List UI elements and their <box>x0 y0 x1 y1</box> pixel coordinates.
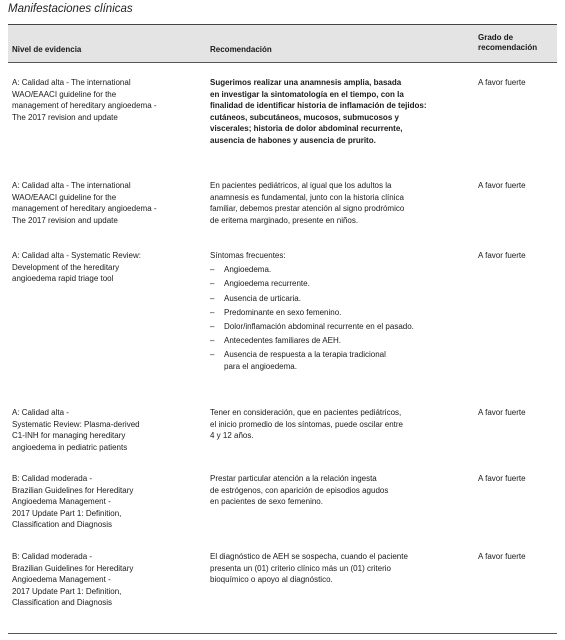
recommendation-cell <box>210 180 468 226</box>
evidence-line: management of hereditary angioedema - <box>12 204 157 214</box>
recommendation-cell <box>210 407 468 442</box>
recommendation-line: En pacientes pediátricos, al igual que los adultos la <box>210 181 392 190</box>
recommendation-line: en investigar la sintomatología en el tiempo, con la <box>210 89 404 99</box>
recommendation-line: presenta un (01) criterio clínico más un (01) criterio <box>210 563 391 573</box>
evidence-line: Angioedema Management - <box>12 575 111 585</box>
evidence-line: 2017 Update Part 1: Definition, <box>12 508 122 518</box>
recommendation-line: el inicio promedio de los síntomas, puede oscilar entre <box>210 419 403 429</box>
grade-cell: A favor fuerte <box>478 408 526 417</box>
section-title: Manifestaciones clínicas <box>8 3 133 15</box>
recommendation-line: finalidad de identificar historia de inflamación de tejidos: <box>210 101 427 111</box>
recommendation-line: de eritema marginado, presente en niños. <box>210 215 359 225</box>
table-row <box>8 250 557 407</box>
evidence-line: The 2017 revision and update <box>12 112 118 122</box>
recommendation-line: viscerales; historia de dolor abdominal recurrente, <box>210 124 403 134</box>
evidence-line: A: Calidad alta - The international <box>12 78 131 87</box>
grade-cell: A favor fuerte <box>478 78 526 87</box>
list-item: – Ausencia de urticaria. <box>210 293 468 305</box>
header-grade-line1: Grado de <box>478 33 514 42</box>
evidence-line: angioedema rapid triage tool <box>12 274 114 284</box>
recommendation-cell <box>210 551 468 586</box>
evidence-cell <box>12 180 202 226</box>
evidence-line: C1-INH for managing hereditary <box>12 431 126 441</box>
recommendation-line: 4 y 12 años. <box>210 431 254 441</box>
recommendation-line: cutáneos, subcutáneos, mucosos, submucosos y <box>210 112 399 122</box>
recommendation-line: anamnesis es fundamental, junto con la historia clínica <box>210 192 404 202</box>
evidence-line: Classification and Diagnosis <box>12 598 113 608</box>
table-row <box>8 180 557 250</box>
list-item: – Dolor/inflamación abdominal recurrente en el pasado. <box>210 321 468 333</box>
recommendation-line: ausencia de habones y ausencia de prurito. <box>210 135 376 145</box>
evidence-line: Systematic Review: Plasma-derived <box>12 419 140 429</box>
recommendation-line: bioquímico o apoyo al diagnóstico. <box>210 575 333 585</box>
list-item: – Ausencia de respuesta a la terapia tradicional para el angioedema. <box>210 349 468 372</box>
table-header <box>8 25 557 63</box>
recommendations-table <box>8 24 557 613</box>
recommendation-cell <box>210 77 468 147</box>
evidence-line: B: Calidad moderada - <box>12 474 93 483</box>
evidence-line: B: Calidad moderada - <box>12 552 93 561</box>
grade-cell: A favor fuerte <box>478 474 526 483</box>
table-row <box>8 77 557 180</box>
list-item: – Angioedema recurrente. <box>210 278 468 290</box>
evidence-line: A: Calidad alta - Systematic Review: <box>12 251 141 260</box>
evidence-line: Brazilian Guidelines for Hereditary <box>12 485 134 495</box>
recommendation-line: Sugerimos realizar una anamnesis amplia, basada <box>210 78 402 87</box>
evidence-line: WAO/EAACI guideline for the <box>12 89 117 99</box>
recommendation-line: Tener en consideración, que en pacientes pediátricos, <box>210 408 402 417</box>
table-row <box>8 407 557 473</box>
evidence-line: A: Calidad alta - <box>12 408 69 417</box>
list-item: – Angioedema. <box>210 264 468 276</box>
evidence-cell <box>12 551 202 609</box>
evidence-line: The 2017 revision and update <box>12 215 118 225</box>
evidence-line: A: Calidad alta - The international <box>12 181 131 190</box>
header-recommendation: Recomendación <box>210 45 272 54</box>
evidence-line: Brazilian Guidelines for Hereditary <box>12 563 134 573</box>
table-row <box>8 551 557 613</box>
list-item: – Predominante en sexo femenino. <box>210 307 468 319</box>
list-item: – Antecedentes familiares de AEH. <box>210 335 468 347</box>
grade-cell: A favor fuerte <box>478 552 526 561</box>
evidence-line: management of hereditary angioedema - <box>12 101 157 111</box>
grade-cell: A favor fuerte <box>478 251 526 260</box>
header-grade <box>478 33 537 53</box>
recommendation-line: familiar, debemos prestar atención al signo prodrómico <box>210 204 405 214</box>
evidence-line: 2017 Update Part 1: Definition, <box>12 586 122 596</box>
evidence-line: angioedema in pediatric patients <box>12 442 128 452</box>
recommendation-cell <box>210 250 468 373</box>
recommendation-line: en pacientes de sexo femenino. <box>210 497 323 507</box>
evidence-cell <box>12 407 202 453</box>
evidence-cell <box>12 77 202 123</box>
symptoms-list <box>210 264 468 372</box>
recommendation-cell <box>210 473 468 508</box>
recommendation-line: El diagnóstico de AEH se sospecha, cuando el paciente <box>210 552 408 561</box>
recommendation-line: de estrógenos, con aparición de episodios agudos <box>210 485 389 495</box>
header-evidence: Nivel de evidencia <box>12 45 82 54</box>
table-bottom-rule <box>8 633 557 634</box>
evidence-line: WAO/EAACI guideline for the <box>12 192 117 202</box>
grade-cell: A favor fuerte <box>478 181 526 190</box>
evidence-cell <box>12 250 202 285</box>
evidence-line: Angioedema Management - <box>12 497 111 507</box>
table-row <box>8 473 557 551</box>
header-grade-line2: recomendación <box>478 43 538 52</box>
evidence-cell <box>12 473 202 531</box>
evidence-line: Development of the hereditary <box>12 262 120 272</box>
evidence-line: Classification and Diagnosis <box>12 520 113 530</box>
recommendation-line: Prestar particular atención a la relación ingesta <box>210 474 377 483</box>
symptoms-intro: Síntomas frecuentes: <box>210 251 286 260</box>
